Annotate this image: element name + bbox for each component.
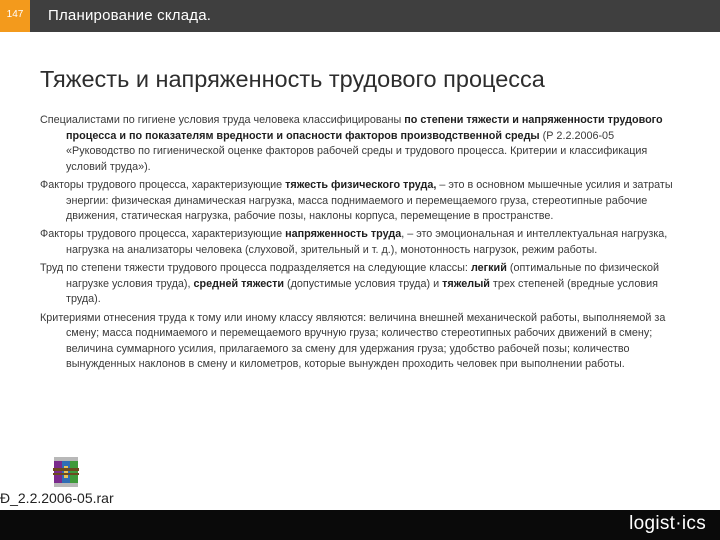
paragraph-physical-load: Факторы трудового процесса, характеризующие тяжесть физического труда, – это в основном мышечные усилия и затраты энергии: физическая динамическая нагрузка, масса поднимаемого и перемещаемого груза, стереотипные рабочие движения, статическая нагрузка, рабочие позы, наклоны корпуса, перемещение в пространстве.	[40, 178, 673, 223]
paragraph-criteria: Критериями отнесения труда к тому или иному классу являются: величина внешней механической работы, выполняемой за смену; масса поднимаемого и перемещаемого вручную груза; количество стереотипных рабочих движений в смену; величина суммарного усилия, прилагаемого за смену для удержания груза; удобство рабочей позы; количество вынужденных наклонов в смену и километров, которые вынужден проходить человек при выполнении работы.	[40, 311, 666, 371]
paragraph-classes: Труд по степени тяжести трудового процесса подразделяется на следующие классы: легкий (оптимальные по физической нагрузке условия труда), средней тяжести (допустимые условия труда) и тяжелый трех степеней (вредные условия труда).	[40, 262, 660, 306]
winrar-archive-icon[interactable]	[52, 456, 82, 488]
body-text	[40, 113, 676, 375]
footer-bar	[0, 510, 720, 540]
page-title: Тяжесть и напряженность трудового процесса	[40, 66, 545, 92]
header-title: Планирование склада.	[48, 7, 212, 24]
header-bar	[0, 0, 720, 32]
slide-number: 147	[0, 0, 30, 32]
paragraph-intensity: Факторы трудового процесса, характеризующие напряженность труда, – это эмоциональная и интеллектуальная нагрузка, нагрузка на анализаторы человека (слуховой, зрительный и т. д.), монотонность нагрузок, режим работы.	[40, 228, 668, 256]
brand-logo: logist·ics	[629, 513, 706, 534]
paragraph-classification: Специалистами по гигиене условия труда человека классифицированы по степени тяжести и напряженности трудового процесса и по показателям вредности и опасности факторов производственной среды (Р 2.2.2006-05 «Руководство по гигиенической оценке факторов рабочей среды и трудового процесса. Критерии и классификация условий труда»).	[40, 114, 663, 173]
attachment-filename[interactable]: Ð_2.2.2006-05.rar	[0, 490, 114, 506]
